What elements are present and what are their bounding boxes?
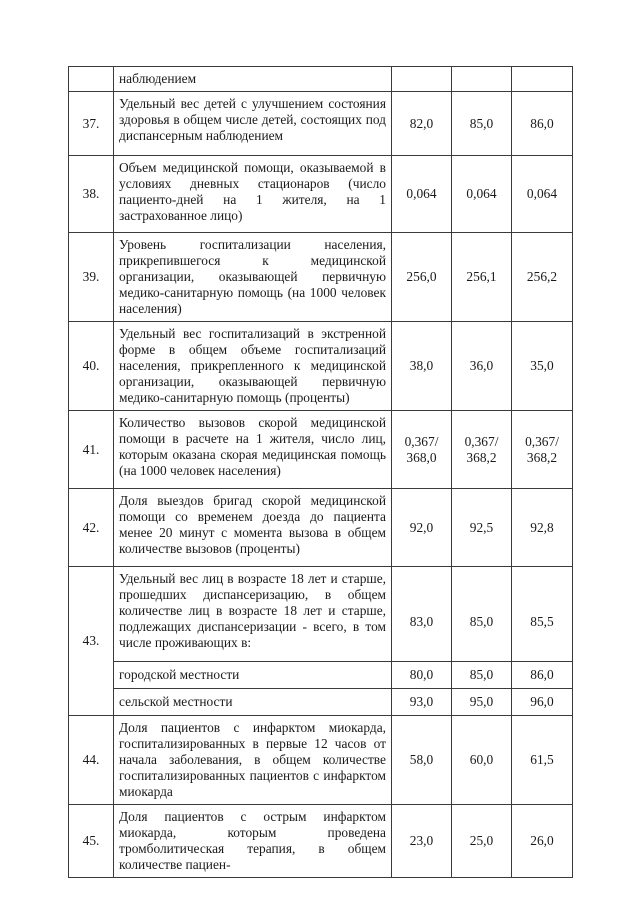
value-year-1: 38,0	[392, 322, 452, 411]
value-year-1: 92,0	[392, 489, 452, 567]
row-number: 45.	[69, 805, 114, 878]
value-year-3: 86,0	[512, 92, 573, 156]
row-number: 40.	[69, 322, 114, 411]
table-row	[69, 662, 573, 689]
indicator-description: Удельный вес госпитализаций в экстренной форме в общем объеме госпитализаций населения, прикрепленного к медицинской организации, оказывающей первичную медико-санитарную помощь (проценты)	[114, 322, 392, 411]
table-row	[69, 233, 573, 322]
value-year-1: 83,0	[392, 567, 452, 662]
value-year-3: 35,0	[512, 322, 573, 411]
table-row	[69, 92, 573, 156]
value-year-3: 256,2	[512, 233, 573, 322]
value-year-2: 92,5	[452, 489, 512, 567]
value-year-1: 256,0	[392, 233, 452, 322]
value-year-2: 85,0	[452, 92, 512, 156]
indicator-description: Доля выездов бригад скорой медицинской помощи со временем доезда до пациента менее 20 минут с момента вызова в общем количестве вызовов (проценты)	[114, 489, 392, 567]
indicator-description: Уровень госпитализации населения, прикрепившегося к медицинской организации, оказывающей первичную медико-санитарную помощь (на 1000 человек населения)	[114, 233, 392, 322]
value-year-1: 80,0	[392, 662, 452, 689]
value-year-1: 0,367/ 368,0	[392, 411, 452, 489]
row-number: 41.	[69, 411, 114, 489]
value-year-2: 0,367/ 368,2	[452, 411, 512, 489]
row-number: 37.	[69, 92, 114, 156]
table-row	[69, 156, 573, 233]
table-row	[69, 716, 573, 805]
value-year-3: 61,5	[512, 716, 573, 805]
table-row	[69, 489, 573, 567]
value-year-2: 60,0	[452, 716, 512, 805]
indicator-description: городской местности	[114, 662, 392, 689]
table-row	[69, 567, 573, 662]
indicator-description: сельской местности	[114, 689, 392, 716]
indicator-description: Доля пациентов с острым инфарктом миокарда, которым проведена тромболитическая терапия, в общем количестве пациен-	[114, 805, 392, 878]
row-number: 42.	[69, 489, 114, 567]
value-year-3: 86,0	[512, 662, 573, 689]
indicator-description: Количество вызовов скорой медицинской помощи в расчете на 1 жителя, число лиц, которым оказана скорая медицинская помощь (на 1000 человек населения)	[114, 411, 392, 489]
value-year-3: 0,367/ 368,2	[512, 411, 573, 489]
value-year-2: 36,0	[452, 322, 512, 411]
value-year-3: 92,8	[512, 489, 573, 567]
value-year-3: 96,0	[512, 689, 573, 716]
value-year-2: 256,1	[452, 233, 512, 322]
row-number: 38.	[69, 156, 114, 233]
value-year-2	[452, 67, 512, 92]
value-year-3: 85,5	[512, 567, 573, 662]
value-year-3: 26,0	[512, 805, 573, 878]
value-year-3: 0,064	[512, 156, 573, 233]
value-year-1: 58,0	[392, 716, 452, 805]
table-row	[69, 689, 573, 716]
value-year-2: 25,0	[452, 805, 512, 878]
value-year-2: 85,0	[452, 567, 512, 662]
table-row	[69, 411, 573, 489]
value-year-2: 95,0	[452, 689, 512, 716]
indicator-description: Объем медицинской помощи, оказываемой в условиях дневных стационаров (число пациенто-дней на 1 жителя, на 1 застрахованное лицо)	[114, 156, 392, 233]
indicators-table	[68, 66, 573, 878]
table-row	[69, 805, 573, 878]
value-year-1: 82,0	[392, 92, 452, 156]
row-number	[69, 67, 114, 92]
value-year-2: 85,0	[452, 662, 512, 689]
value-year-1: 23,0	[392, 805, 452, 878]
indicator-description: Удельный вес лиц в возрасте 18 лет и старше, прошедших диспансеризацию, в общем количестве лиц в возрасте 18 лет и старше, подлежащих диспансеризации - всего, в том числе проживающих в:	[114, 567, 392, 662]
row-number: 44.	[69, 716, 114, 805]
value-year-3	[512, 67, 573, 92]
row-number: 39.	[69, 233, 114, 322]
indicator-description: наблюдением	[114, 67, 392, 92]
indicator-description: Доля пациентов с инфарктом миокарда, госпитализированных в первые 12 часов от начала заболевания, в общем количестве госпитализированных пациентов с инфарктом миокарда	[114, 716, 392, 805]
value-year-2: 0,064	[452, 156, 512, 233]
value-year-1	[392, 67, 452, 92]
value-year-1: 93,0	[392, 689, 452, 716]
row-number: 43.	[69, 567, 114, 716]
table-row	[69, 67, 573, 92]
table-row	[69, 322, 573, 411]
indicator-description: Удельный вес детей с улучшением состояния здоровья в общем числе детей, состоящих под диспансерным наблюдением	[114, 92, 392, 156]
value-year-1: 0,064	[392, 156, 452, 233]
